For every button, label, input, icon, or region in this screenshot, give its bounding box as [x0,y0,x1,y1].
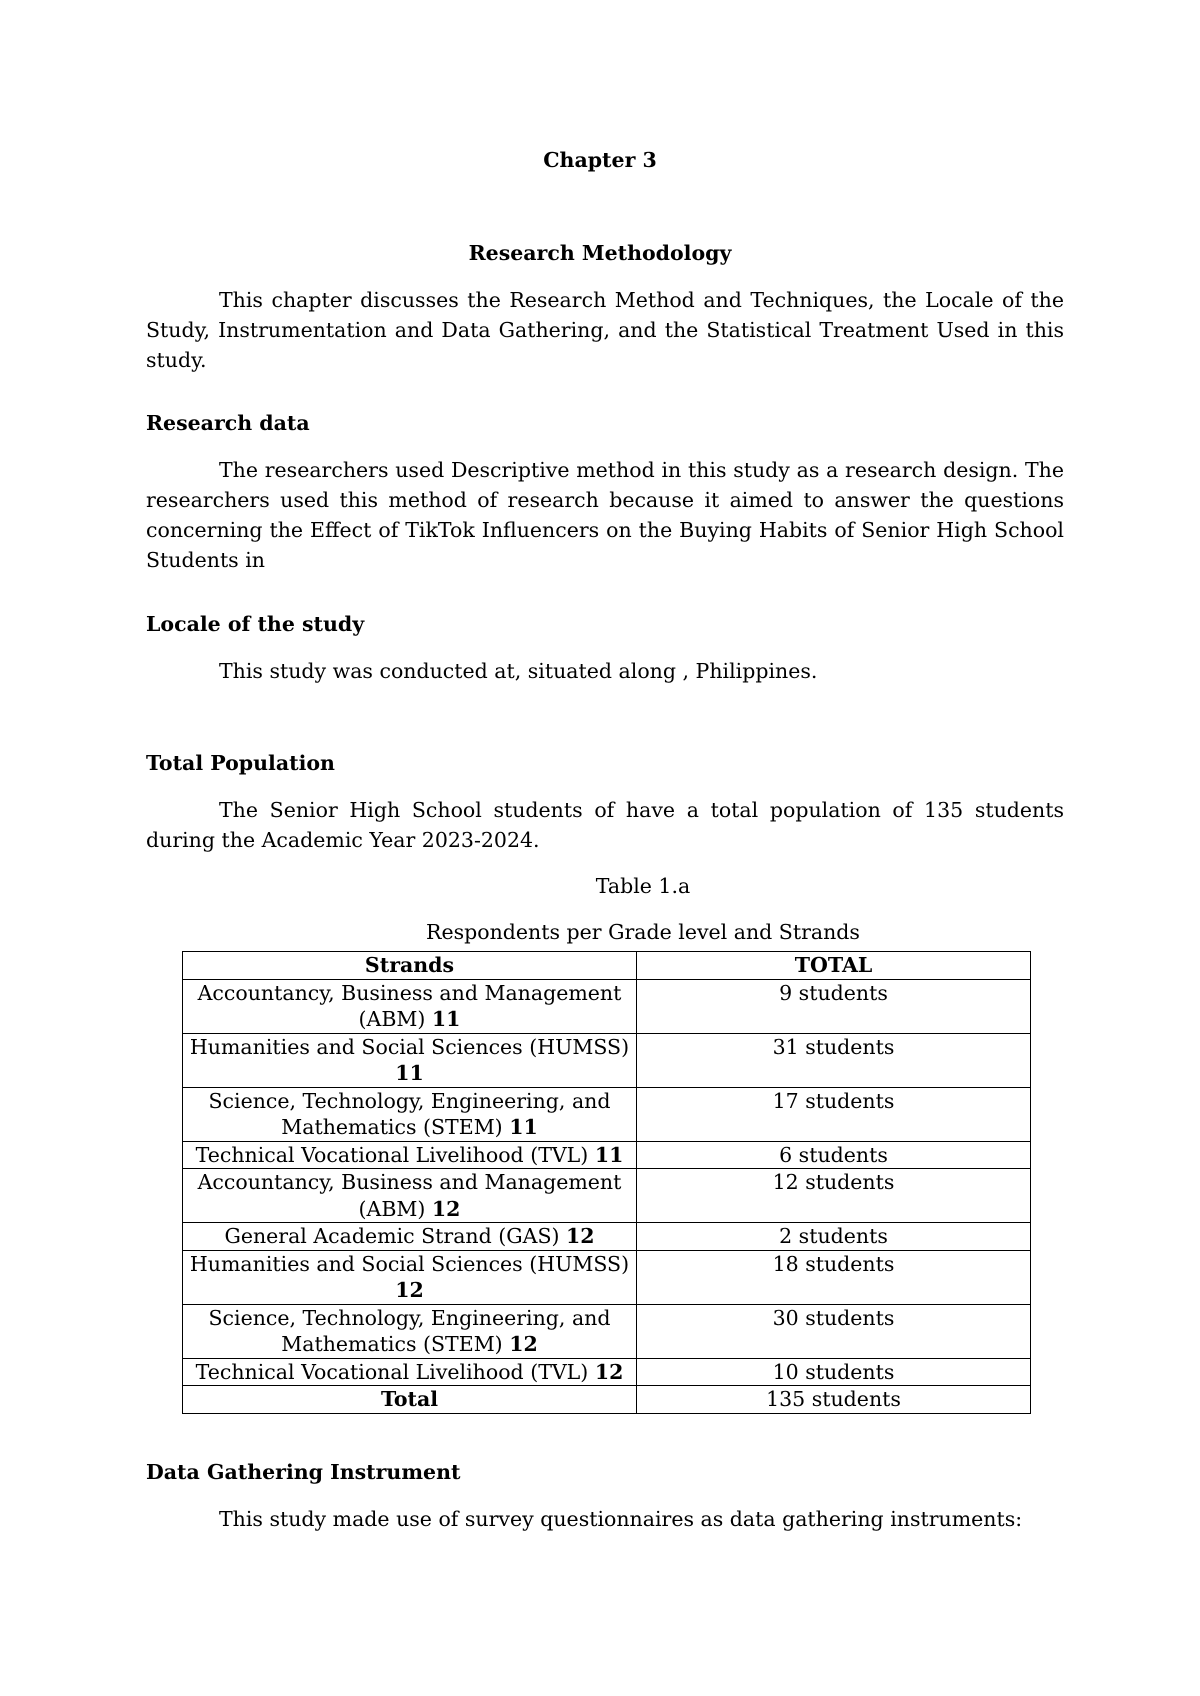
table-row [183,1358,1031,1386]
grade-level: 11 [395,1061,424,1085]
total-cell: 9 students [637,979,1031,1033]
strand-cell [183,1169,637,1223]
table-row [183,1033,1031,1087]
total-label: Total [183,1386,637,1414]
header-strands: Strands [183,952,637,980]
strand-cell [183,1358,637,1386]
strand-cell [183,1304,637,1358]
total-cell: 2 students [637,1223,1031,1251]
table-row [183,1141,1031,1169]
table-row [183,1169,1031,1223]
table-row [183,1223,1031,1251]
table-total-row [183,1386,1031,1414]
strand-name: General Academic Strand (GAS) [224,1224,560,1248]
table-row [183,979,1031,1033]
total-cell: 18 students [637,1250,1031,1304]
chapter-title: Chapter 3 [543,148,657,172]
grade-level: 12 [509,1332,538,1356]
total-cell: 12 students [637,1169,1031,1223]
header-total: TOTAL [637,952,1031,980]
strand-cell [183,1250,637,1304]
grade-level: 12 [566,1224,595,1248]
table-header-row [183,952,1031,980]
grade-level: 11 [509,1115,538,1139]
strand-name: Accountancy, Business and Management (ABM) [197,980,622,1031]
intro-paragraph: This chapter discusses the Research Method and Techniques, the Locale of the Study, Instrumentation and Data Gathering, and the Statistical Treatment Used in this study. [146,288,1064,372]
grade-level: 11 [594,1142,624,1167]
table-row [183,1250,1031,1304]
strand-name: Humanities and Social Sciences (HUMSS) [189,1251,630,1276]
grade-level: 12 [594,1359,624,1384]
section-title: Research Methodology [468,241,732,265]
research-data-heading: Research data [146,411,310,435]
strand-cell [183,1223,637,1251]
strand-name: Technical Vocational Livelihood (TVL) [195,1359,589,1384]
population-paragraph: The Senior High School students of have a total population of 135 students during the Academic Year 2023-2024. [146,798,1064,852]
research-data-paragraph: The researchers used Descriptive method in this study as a research design. The researchers used this method of research because it aimed to answer the questions concerning the Effect of TikTok Influencers on the Buying Habits of Senior High School Students in [146,458,1064,572]
strands-table [182,951,1031,1414]
locale-heading: Locale of the study [146,612,365,636]
table-label: Table 1.a [595,874,691,898]
locale-paragraph: This study was conducted at, situated along , Philippines. [219,659,818,683]
strand-cell [183,1087,637,1141]
strand-name: Humanities and Social Sciences (HUMSS) [189,1034,630,1059]
total-cell: 6 students [637,1141,1031,1169]
strand-name: Science, Technology, Engineering, and Mathematics (STEM) [208,1088,611,1139]
strand-cell [183,1033,637,1087]
strand-name: Science, Technology, Engineering, and Mathematics (STEM) [208,1305,611,1356]
strand-name: Accountancy, Business and Management (ABM) [197,1170,622,1221]
instrument-paragraph: This study made use of survey questionnaires as data gathering instruments: [219,1507,1023,1531]
grade-level: 12 [395,1278,424,1302]
grade-level: 11 [431,1007,461,1031]
instrument-heading: Data Gathering Instrument [146,1460,461,1484]
grade-level: 12 [431,1196,461,1221]
total-value: 135 students [637,1386,1031,1414]
population-heading: Total Population [146,751,335,775]
table-caption: Respondents per Grade level and Strands [426,920,860,944]
strand-cell [183,979,637,1033]
total-cell: 30 students [637,1304,1031,1358]
table-row [183,1087,1031,1141]
total-cell: 31 students [637,1033,1031,1087]
strand-cell [183,1141,637,1169]
table-row [183,1304,1031,1358]
strand-name: Technical Vocational Livelihood (TVL) [195,1142,589,1167]
total-cell: 10 students [637,1358,1031,1386]
total-cell: 17 students [637,1087,1031,1141]
